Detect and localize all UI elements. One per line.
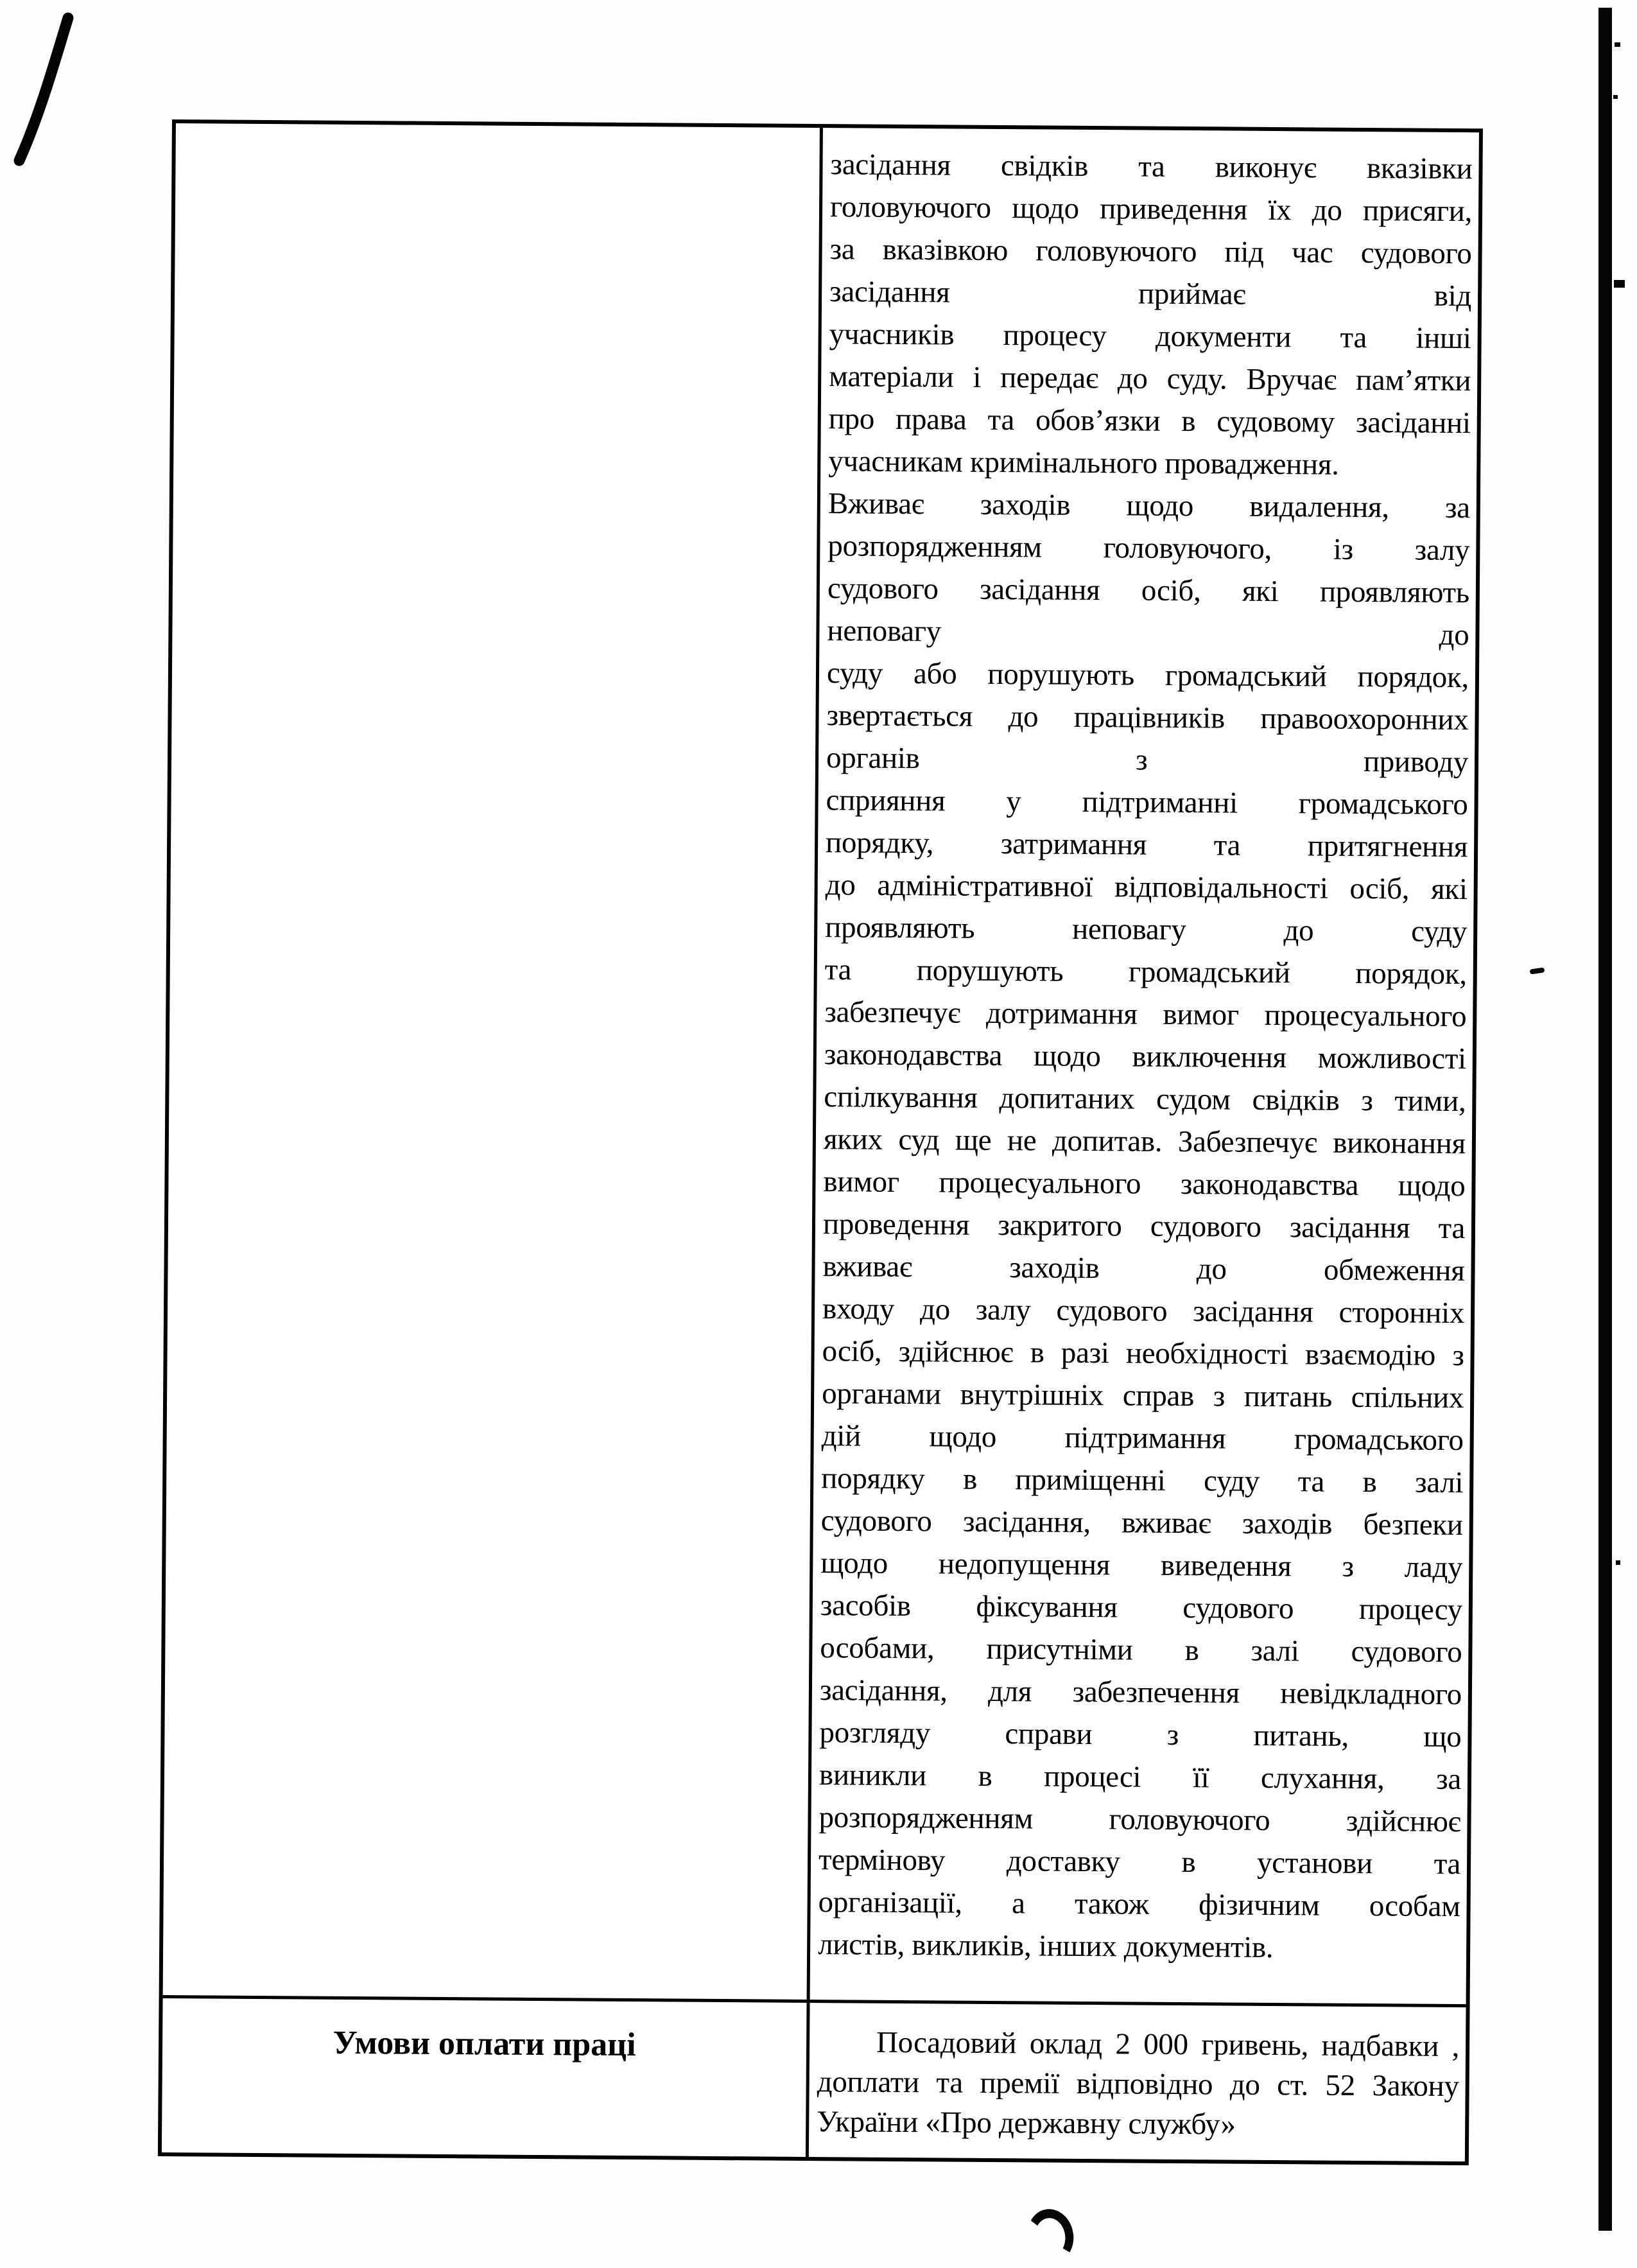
duties-line: про права та обов’язки в судовому засіданні: [828, 402, 1471, 441]
duties-line: учасників процесу документи та інші: [829, 317, 1471, 356]
duties-line: вживає заходів до обмеження: [822, 1250, 1465, 1288]
duties-line: яких суд ще не допитав. Забезпечує виконання: [823, 1122, 1466, 1161]
duties-line: за вказівкою головуючого під час судового: [829, 232, 1472, 271]
ink-speck: [1615, 42, 1620, 47]
duties-line: засідання приймає від: [829, 275, 1472, 313]
duties-line: судового засідання осіб, які проявляють: [827, 571, 1470, 610]
duties-line: учасникам кримінального провадження.: [828, 444, 1339, 482]
ink-speck: [1614, 280, 1625, 288]
document-table: [158, 119, 1483, 2165]
duties-line: органів з приводу: [826, 741, 1469, 780]
duties-line: входу до залу судового засідання сторонніх: [822, 1292, 1465, 1330]
duties-line: проведення закритого судового засідання та: [822, 1207, 1466, 1246]
duties-line: засідання, для забезпечення невідкладного: [819, 1673, 1462, 1712]
duties-line: засобів фіксування судового процесу: [820, 1589, 1463, 1627]
salary-line: Посадовий оклад 2 000 гривень, надбавки ,: [876, 2025, 1460, 2064]
salary-cell: [809, 2003, 1466, 2161]
duties-line: виникли в процесі її слухання, за: [818, 1758, 1462, 1797]
duties-line: організації, а також фізичним особам: [818, 1885, 1460, 1924]
duties-line: матеріали і передає до суду. Вручає пам’ятки: [829, 360, 1471, 398]
duties-line: головуючого щодо приведення їх до присяги,: [829, 190, 1473, 229]
duties-line: термінову доставку в установи та: [818, 1843, 1461, 1881]
salary-line: доплати та премії відповідно до ст. 52 Закону: [817, 2065, 1459, 2104]
duties-line: щодо недопущення виведення з ладу: [820, 1546, 1463, 1585]
duties-line: спілкування допитаних судом свідків з тими,: [824, 1080, 1466, 1119]
duties-line: листів, викликів, інших документів.: [818, 1928, 1274, 1965]
scan-edge-bar: [1598, 8, 1612, 2231]
duties-line: розгляду справи з питань, що: [819, 1716, 1462, 1754]
duties-line: засідання свідків та виконує вказівки: [830, 148, 1473, 186]
empty-left-cell: [163, 123, 823, 2003]
duties-line: порядку, затримання та притягнення: [825, 826, 1468, 864]
duties-line: Вживає заходів щодо видалення, за: [827, 487, 1471, 525]
duties-line: вимог процесуального законодавства щодо: [823, 1165, 1466, 1203]
pen-stroke-mark: [9, 9, 80, 170]
duties-line: забезпечує дотримання вимог процесуального: [824, 995, 1467, 1034]
duties-line: до адміністративної відповідальності осіб, які: [825, 868, 1468, 907]
duties-line: органами внутрішніх справ з питань спільних: [821, 1377, 1464, 1415]
ink-speck: [1530, 967, 1545, 974]
salary-line: України «Про державну службу»: [817, 2105, 1236, 2142]
duties-line: проявляють неповагу до суду: [825, 911, 1468, 949]
ink-speck: [1613, 95, 1618, 99]
pay-conditions-label: Умови оплати праці: [333, 2024, 636, 2064]
pay-label-cell: [162, 1998, 810, 2157]
duties-line: звертається до працівників правоохоронних: [826, 699, 1469, 737]
duties-line: особами, присутніми в залі судового: [820, 1631, 1462, 1670]
curved-ink-mark: [1023, 2205, 1078, 2267]
duties-line: суду або порушують громадський порядок,: [826, 656, 1469, 695]
duties-line: порядку в приміщенні суду та в залі: [821, 1461, 1464, 1500]
duties-line: осіб, здійснює в разі необхідності взаємодію з: [822, 1334, 1464, 1373]
duties-line: неповагу до: [827, 614, 1469, 652]
duties-line: дій щодо підтримання громадського: [821, 1419, 1464, 1458]
duties-line: та порушують громадський порядок,: [824, 953, 1467, 991]
duties-line: розпорядженням головуючого, із залу: [827, 529, 1470, 568]
duties-line: розпорядженням головуючого здійснює: [818, 1801, 1461, 1839]
duties-cell: [810, 128, 1479, 2007]
ink-speck: [1616, 1560, 1620, 1565]
duties-line: законодавства щодо виключення можливості: [824, 1038, 1467, 1076]
duties-line: сприяння у підтриманні громадського: [826, 783, 1468, 822]
duties-line: судового засідання, вживає заходів безпеки: [820, 1504, 1463, 1542]
